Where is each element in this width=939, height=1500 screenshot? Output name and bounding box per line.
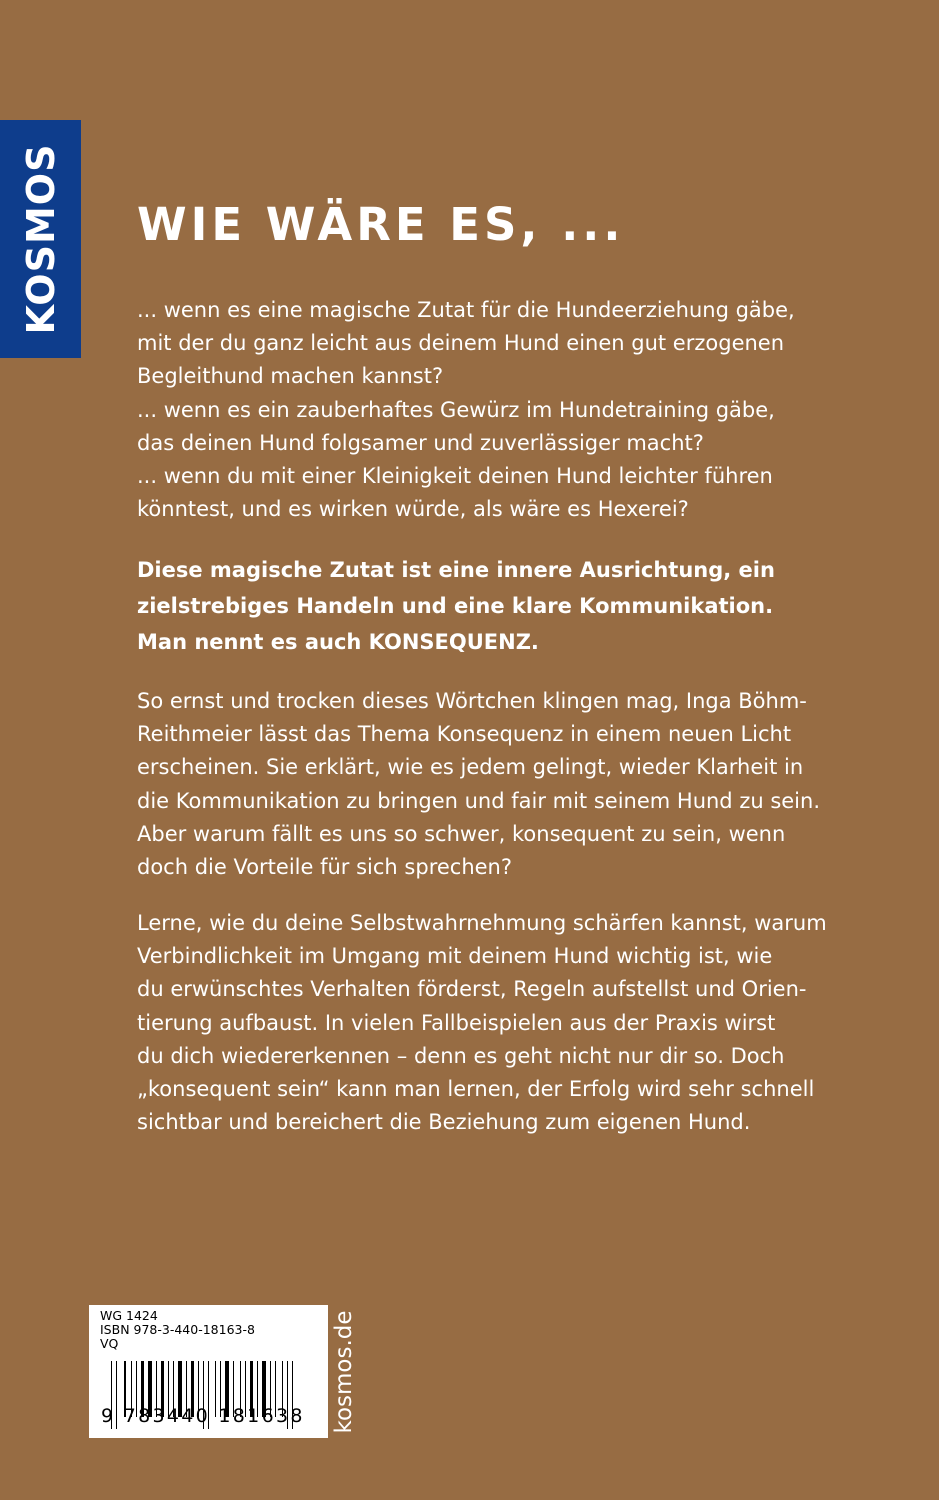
- website: [330, 1305, 358, 1438]
- text-line: könntest, und es wirken würde, als wäre es Hexerei?: [137, 497, 689, 522]
- wg-number: WG 1424: [100, 1308, 158, 1323]
- text-line: tierung aufbaust. In vielen Fallbeispielen aus der Praxis wirst: [137, 1010, 776, 1035]
- headline: WIE WÄRE ES, ...: [137, 198, 625, 251]
- bold-paragraph: [137, 552, 775, 660]
- text-line: mit der du ganz leicht aus deinem Hund einen gut erzogenen: [137, 331, 785, 356]
- text-line: Verbindlichkeit im Umgang mit deinem Hund wichtig ist, wie: [137, 944, 773, 969]
- text-line: So ernst und trocken dieses Wörtchen klingen mag, Inga Böhm-: [137, 689, 807, 713]
- text-line: Lerne, wie du deine Selbstwahrnehmung schärfen kannst, warum: [137, 911, 827, 935]
- barcode-box: [89, 1305, 328, 1438]
- text-line: Begleithund machen kannst?: [137, 364, 444, 389]
- text-line: sichtbar und bereichert die Beziehung zum eigenen Hund.: [137, 1110, 751, 1135]
- text-line: Aber warum fällt es uns so schwer, konsequent zu sein, wenn: [137, 821, 786, 846]
- text-line: ... wenn es eine magische Zutat für die Hundeerziehung gäbe,: [137, 298, 795, 322]
- barcode-digits: 9 783440 181638: [101, 1405, 305, 1427]
- logo-text: KOSMOS: [18, 143, 63, 335]
- text-line: doch die Vorteile für sich sprechen?: [137, 854, 513, 879]
- text-line: Reithmeier lässt das Thema Konsequenz in einem neuen Licht: [137, 722, 792, 747]
- text-line: Man nennt es auch KONSEQUENZ.: [137, 630, 539, 654]
- text-line: Diese magische Zutat ist eine innere Ausrichtung, ein: [137, 558, 775, 582]
- text-line: die Kommunikation zu bringen und fair mit seinem Hund zu sein.: [137, 788, 821, 813]
- text-line: erscheinen. Sie erklärt, wie es jedem gelingt, wieder Klarheit in: [137, 755, 804, 780]
- isbn: ISBN 978-3-440-18163-8: [100, 1322, 255, 1337]
- text-line: ... wenn du mit einer Kleinigkeit deinen Hund leichter führen: [137, 463, 773, 488]
- intro-paragraph: [137, 294, 795, 526]
- description-paragraph: [137, 685, 820, 884]
- website-text: kosmos.de: [331, 1309, 357, 1434]
- text-line: „konsequent sein“ kann man lernen, der Erfolg wird sehr schnell: [137, 1076, 815, 1101]
- code: VQ: [100, 1336, 119, 1351]
- text-line: du dich wiedererkennen – denn es geht nicht nur dir so. Doch: [137, 1043, 785, 1068]
- text-line: das deinen Hund folgsamer und zuverlässiger macht?: [137, 430, 704, 455]
- learn-paragraph: [137, 907, 827, 1139]
- text-line: zielstrebiges Handeln und eine klare Kommunikation.: [137, 594, 774, 618]
- kosmos-logo: [0, 120, 81, 358]
- text-line: du erwünschtes Verhalten förderst, Regeln aufstellst und Orien-: [137, 977, 807, 1002]
- text-line: ... wenn es ein zauberhaftes Gewürz im Hundetraining gäbe,: [137, 397, 775, 422]
